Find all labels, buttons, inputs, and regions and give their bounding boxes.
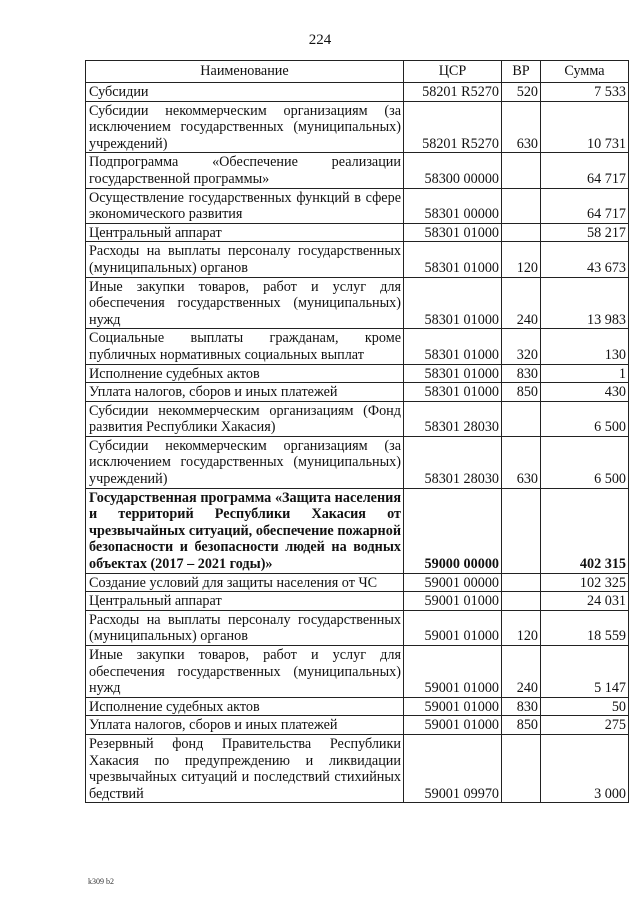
cell-csr: 58301 01000 <box>404 223 502 242</box>
cell-vr <box>502 488 541 573</box>
table-row <box>86 436 629 488</box>
budget-table <box>85 60 629 803</box>
cell-vr <box>502 153 541 188</box>
cell-name: Социальные выплаты гражданам, кроме публичных нормативных социальных выплат <box>86 329 404 364</box>
cell-sum: 7 533 <box>541 83 629 102</box>
cell-vr: 120 <box>502 610 541 645</box>
cell-csr: 58201 R5270 <box>404 101 502 153</box>
cell-csr: 59001 01000 <box>404 716 502 735</box>
header-vr: ВР <box>502 61 541 83</box>
cell-csr: 58300 00000 <box>404 153 502 188</box>
cell-vr <box>502 734 541 802</box>
cell-name: Центральный аппарат <box>86 592 404 611</box>
cell-csr: 58301 28030 <box>404 401 502 436</box>
cell-vr: 830 <box>502 364 541 383</box>
cell-vr: 630 <box>502 101 541 153</box>
table-row <box>86 277 629 329</box>
table-row <box>86 697 629 716</box>
cell-csr: 58301 01000 <box>404 383 502 402</box>
cell-csr: 59001 01000 <box>404 697 502 716</box>
cell-vr <box>502 401 541 436</box>
cell-csr: 58301 01000 <box>404 242 502 277</box>
table-row <box>86 242 629 277</box>
cell-vr: 120 <box>502 242 541 277</box>
cell-sum: 43 673 <box>541 242 629 277</box>
cell-vr <box>502 573 541 592</box>
cell-csr: 59000 00000 <box>404 488 502 573</box>
cell-sum: 430 <box>541 383 629 402</box>
cell-vr: 850 <box>502 716 541 735</box>
cell-csr: 58301 01000 <box>404 277 502 329</box>
cell-name: Исполнение судебных актов <box>86 697 404 716</box>
header-name: Наименование <box>86 61 404 83</box>
table-row <box>86 646 629 698</box>
cell-vr: 520 <box>502 83 541 102</box>
table-row <box>86 716 629 735</box>
cell-name: Исполнение судебных актов <box>86 364 404 383</box>
header-csr: ЦСР <box>404 61 502 83</box>
cell-name: Субсидии некоммерческим организациям (Фонд развития Республики Хакасия) <box>86 401 404 436</box>
cell-sum: 5 147 <box>541 646 629 698</box>
cell-csr: 58301 01000 <box>404 329 502 364</box>
cell-name: Уплата налогов, сборов и иных платежей <box>86 716 404 735</box>
cell-vr <box>502 223 541 242</box>
cell-name: Уплата налогов, сборов и иных платежей <box>86 383 404 402</box>
cell-name: Субсидии некоммерческим организациям (за исключением государственных (муниципальных) учреждений) <box>86 436 404 488</box>
cell-sum: 6 500 <box>541 401 629 436</box>
cell-csr: 59001 01000 <box>404 646 502 698</box>
cell-sum: 64 717 <box>541 153 629 188</box>
table-row <box>86 488 629 573</box>
cell-name: Резервный фонд Правительства Республики Хакасия по предупреждению и ликвидации чрезвычайных ситуаций и последствий стихийных бедствий <box>86 734 404 802</box>
cell-csr: 58301 28030 <box>404 436 502 488</box>
page-number: 224 <box>308 32 332 48</box>
cell-name: Государственная программа «Защита населения и территорий Республики Хакасия от чрезвычайных ситуаций, обеспечение пожарной безопасности и безопасности людей на водных объектах (2017 – 2021 годы)» <box>86 488 404 573</box>
cell-vr <box>502 188 541 223</box>
cell-vr <box>502 592 541 611</box>
table-row <box>86 401 629 436</box>
cell-sum: 18 559 <box>541 610 629 645</box>
cell-sum: 50 <box>541 697 629 716</box>
cell-name: Подпрограмма «Обеспечение реализации государственной программы» <box>86 153 404 188</box>
cell-vr: 630 <box>502 436 541 488</box>
header-sum: Сумма <box>541 61 629 83</box>
cell-sum: 13 983 <box>541 277 629 329</box>
cell-sum: 10 731 <box>541 101 629 153</box>
cell-sum: 275 <box>541 716 629 735</box>
table-row <box>86 573 629 592</box>
table-row <box>86 223 629 242</box>
cell-csr: 58301 00000 <box>404 188 502 223</box>
cell-name: Расходы на выплаты персоналу государственных (муниципальных) органов <box>86 242 404 277</box>
table-row <box>86 83 629 102</box>
cell-sum: 102 325 <box>541 573 629 592</box>
cell-csr: 59001 01000 <box>404 592 502 611</box>
table-row <box>86 383 629 402</box>
cell-csr: 59001 09970 <box>404 734 502 802</box>
cell-vr: 240 <box>502 277 541 329</box>
cell-sum: 58 217 <box>541 223 629 242</box>
table-row <box>86 329 629 364</box>
cell-vr: 830 <box>502 697 541 716</box>
cell-sum: 64 717 <box>541 188 629 223</box>
cell-name: Субсидии <box>86 83 404 102</box>
cell-vr: 240 <box>502 646 541 698</box>
cell-csr: 59001 01000 <box>404 610 502 645</box>
cell-name: Осуществление государственных функций в сфере экономического развития <box>86 188 404 223</box>
cell-sum: 24 031 <box>541 592 629 611</box>
cell-sum: 130 <box>541 329 629 364</box>
cell-name: Центральный аппарат <box>86 223 404 242</box>
table-row <box>86 592 629 611</box>
cell-sum: 1 <box>541 364 629 383</box>
cell-name: Создание условий для защиты населения от ЧС <box>86 573 404 592</box>
table-row <box>86 153 629 188</box>
cell-name: Иные закупки товаров, работ и услуг для обеспечения государственных (муниципальных) нужд <box>86 646 404 698</box>
table-row <box>86 364 629 383</box>
table-header-row <box>86 61 629 83</box>
table-row <box>86 734 629 802</box>
table-row <box>86 101 629 153</box>
cell-vr: 320 <box>502 329 541 364</box>
cell-vr: 850 <box>502 383 541 402</box>
footer-code: k309 b2 <box>88 877 114 886</box>
cell-sum: 3 000 <box>541 734 629 802</box>
cell-sum: 402 315 <box>541 488 629 573</box>
cell-name: Иные закупки товаров, работ и услуг для обеспечения государственных (муниципальных) нужд <box>86 277 404 329</box>
cell-sum: 6 500 <box>541 436 629 488</box>
cell-csr: 58201 R5270 <box>404 83 502 102</box>
table-body <box>86 83 629 803</box>
cell-name: Субсидии некоммерческим организациям (за исключением государственных (муниципальных) учреждений) <box>86 101 404 153</box>
table-row <box>86 188 629 223</box>
cell-csr: 59001 00000 <box>404 573 502 592</box>
cell-csr: 58301 01000 <box>404 364 502 383</box>
table-row <box>86 610 629 645</box>
cell-name: Расходы на выплаты персоналу государственных (муниципальных) органов <box>86 610 404 645</box>
